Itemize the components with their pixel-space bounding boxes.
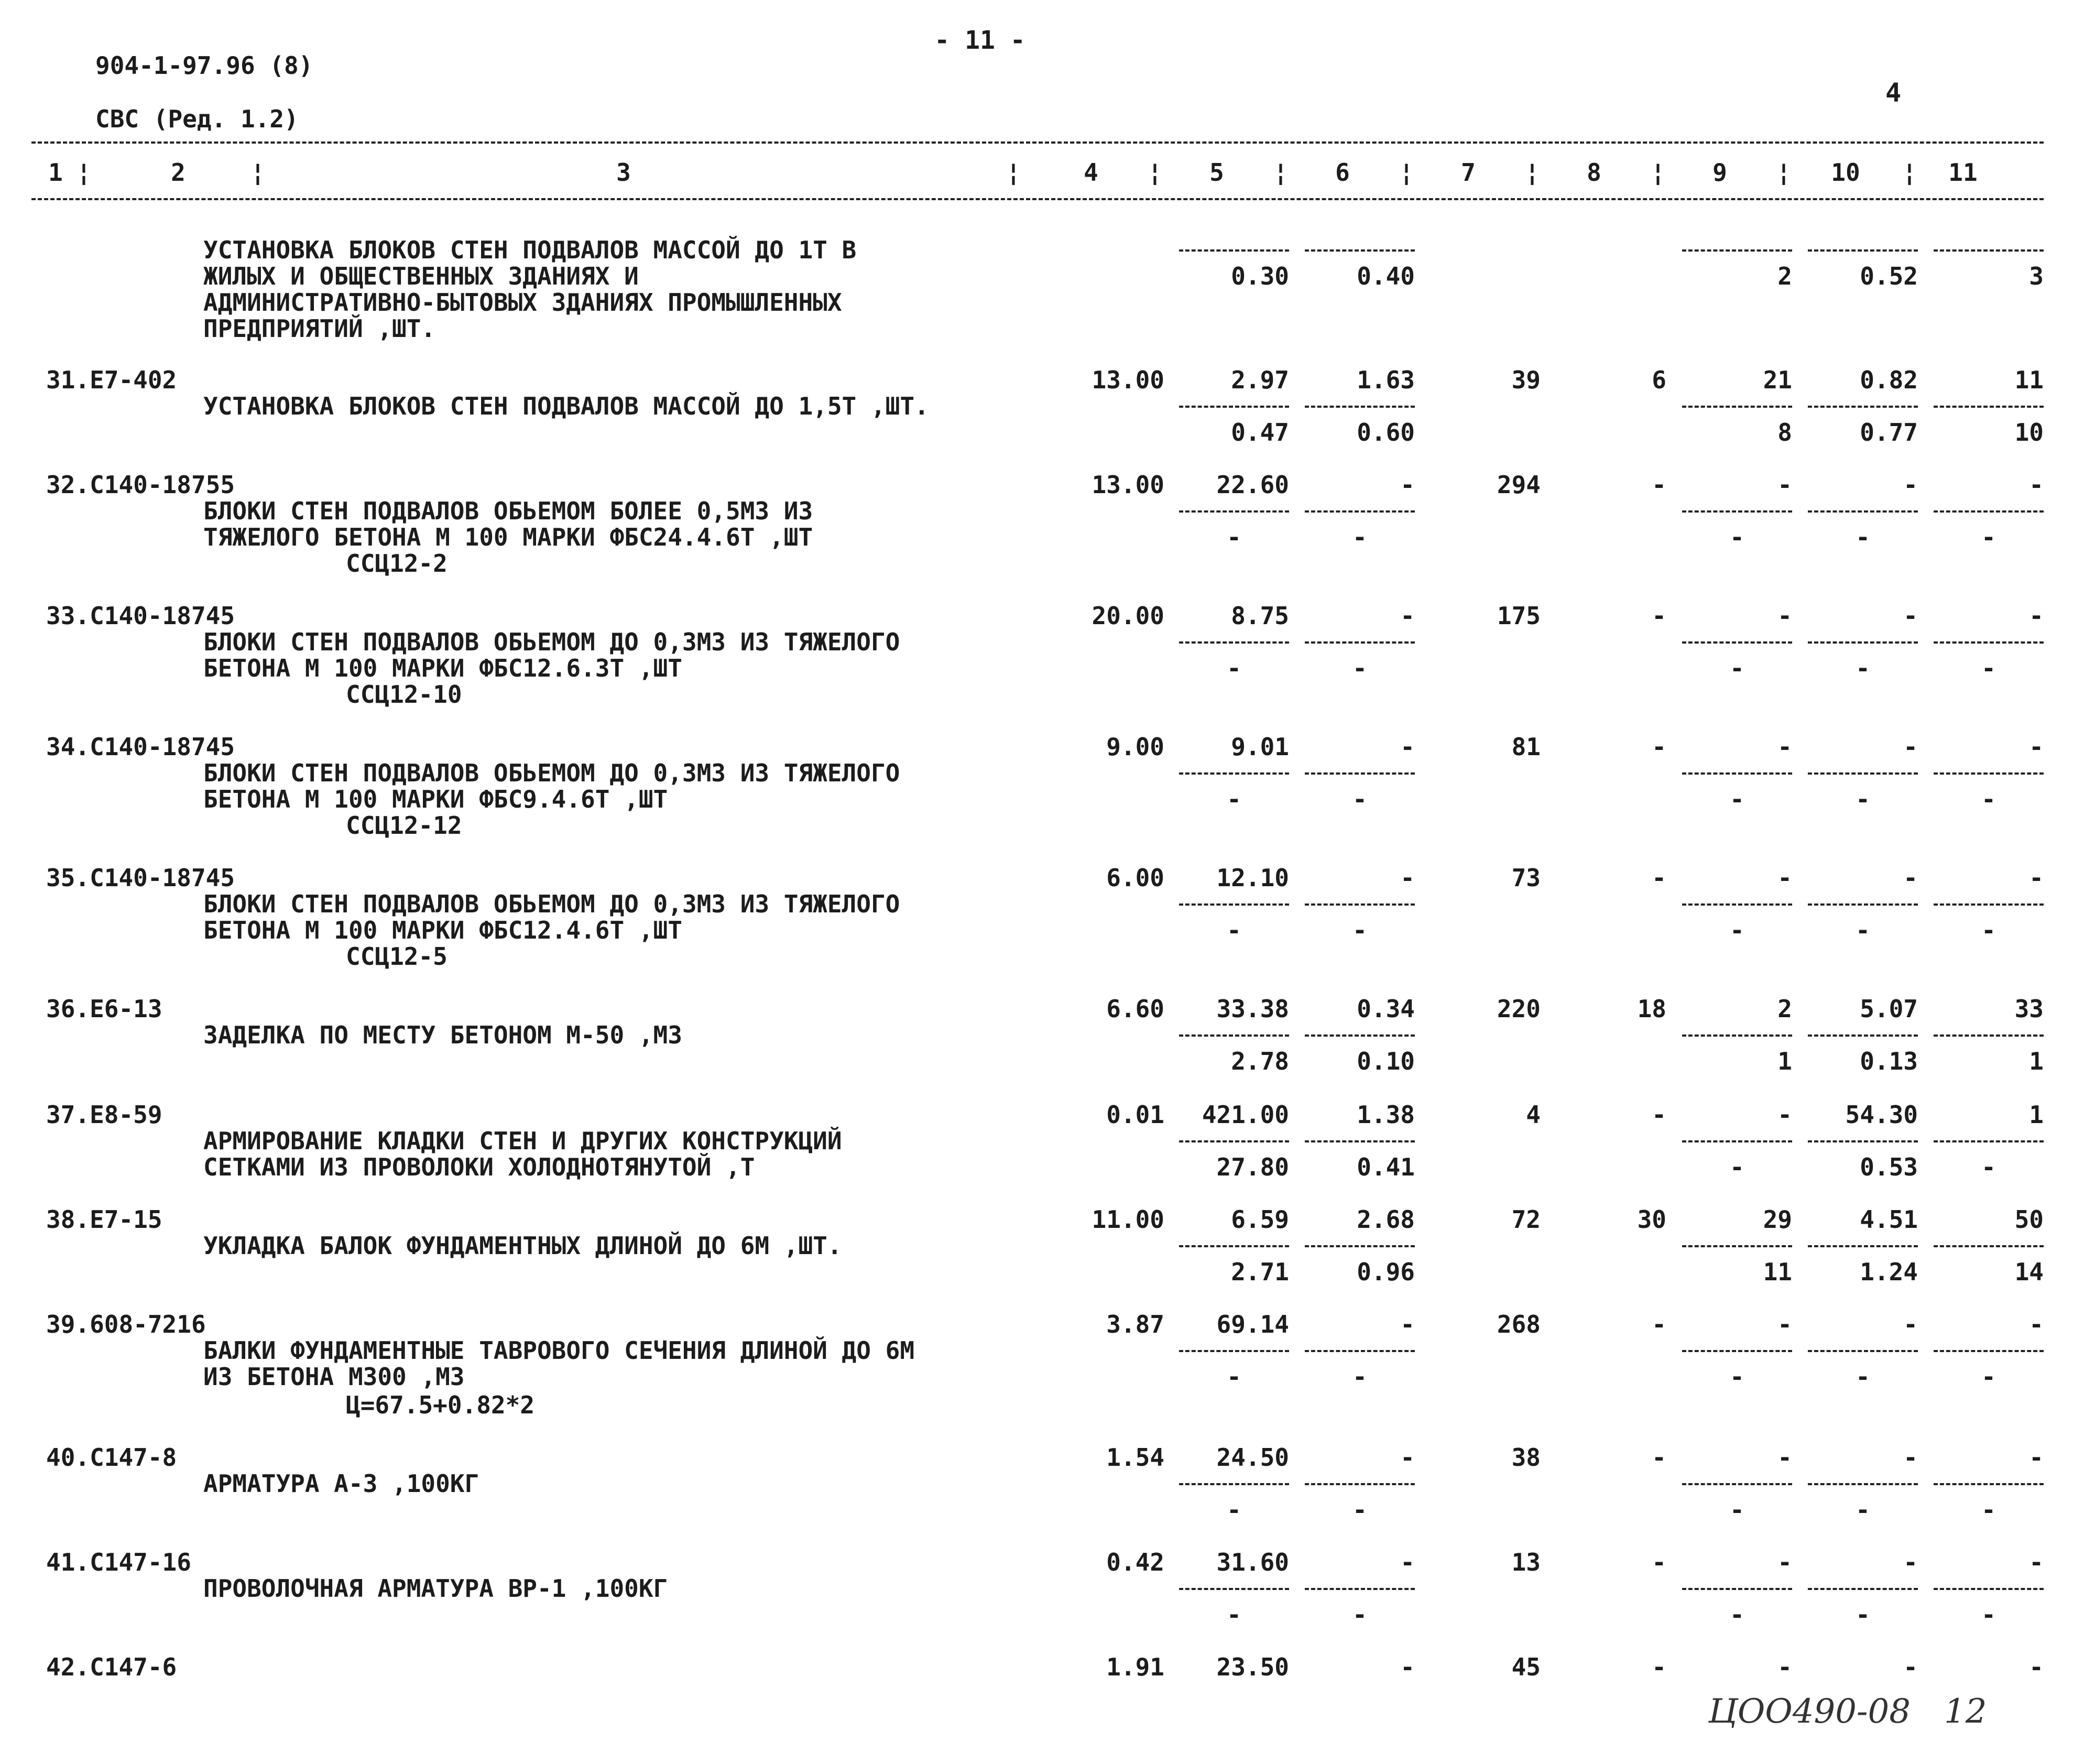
cell-col-9: - — [1777, 1653, 1792, 1681]
cell-col-8: 18 — [1637, 995, 1666, 1023]
cell-divider-dash — [1305, 1140, 1415, 1142]
cell-col-4: 13.00 — [1092, 366, 1164, 394]
cell-lower-col-11: - — [1981, 1496, 1996, 1524]
cell-lower-col-6: - — [1352, 523, 1367, 551]
cell-divider-dash — [1305, 1350, 1415, 1352]
cell-lower-col-9: - — [1730, 785, 1744, 813]
cell-divider-dash — [1682, 1245, 1792, 1247]
cell-lower-col-11: - — [1981, 523, 1996, 551]
cell-col-7: 268 — [1497, 1310, 1541, 1338]
column-header-7: 7 — [1461, 158, 1476, 187]
cell-lower-col-5: 0.30 — [1231, 262, 1289, 290]
cell-col-11: - — [2029, 733, 2044, 761]
column-header-4: 4 — [1084, 158, 1098, 187]
cell-col-9: 2 — [1777, 995, 1792, 1023]
row-description-line: БЛОКИ СТЕН ПОДВАЛОВ ОБЬЕМОМ ДО 0,3М3 ИЗ ТЯЖЕЛОГО — [203, 628, 900, 656]
cell-lower-col-10: - — [1856, 1496, 1870, 1524]
cell-lower-col-5: 2.78 — [1231, 1047, 1289, 1075]
cell-col-10: 5.07 — [1860, 995, 1918, 1023]
cell-lower-col-9: - — [1730, 1600, 1744, 1629]
cell-divider-dash — [1682, 1035, 1792, 1037]
cell-divider-dash — [1808, 1245, 1918, 1247]
cell-col-5: 8.75 — [1231, 602, 1289, 630]
cell-col-8: - — [1652, 1310, 1666, 1338]
cell-lower-col-5: - — [1227, 523, 1241, 551]
cell-col-5: 12.10 — [1216, 864, 1289, 892]
cell-col-5: 33.38 — [1216, 995, 1289, 1023]
cell-col-4: 11.00 — [1092, 1205, 1164, 1234]
row-price-note: ССЦ12-12 — [346, 811, 462, 840]
cell-col-6: - — [1400, 733, 1415, 761]
cell-divider-dash — [1179, 1245, 1289, 1247]
cell-col-7: 294 — [1497, 471, 1541, 499]
cell-col-7: 175 — [1497, 602, 1541, 630]
column-separator: ¦ — [1006, 158, 1021, 187]
cell-col-5: 23.50 — [1216, 1653, 1289, 1681]
row-position-code: 40.С147-8 — [46, 1443, 177, 1472]
row-description-line: СЕТКАМИ ИЗ ПРОВОЛОКИ ХОЛОДНОТЯНУТОЙ ,Т — [203, 1153, 755, 1181]
cell-col-7: 45 — [1511, 1653, 1541, 1681]
cell-divider-dash — [1305, 1483, 1415, 1485]
cell-col-5: 22.60 — [1216, 471, 1289, 499]
cell-divider-dash — [1934, 249, 2044, 252]
row-description-line: АРМИРОВАНИЕ КЛАДКИ СТЕН И ДРУГИХ КОНСТРУКЦИЙ — [203, 1127, 842, 1155]
cell-lower-col-11: - — [1981, 916, 1996, 944]
row-description-line: БЛОКИ СТЕН ПОДВАЛОВ ОБЬЕМОМ ДО 0,3М3 ИЗ ТЯЖЕЛОГО — [203, 890, 900, 918]
row-description-line: БЛОКИ СТЕН ПОДВАЛОВ ОБЬЕМОМ БОЛЕЕ 0,5М3 ИЗ — [203, 497, 813, 525]
cell-lower-col-10: 0.13 — [1860, 1047, 1918, 1075]
cell-lower-col-11: 14 — [2014, 1258, 2044, 1286]
cell-col-8: - — [1652, 1101, 1666, 1129]
cell-col-5: 9.01 — [1231, 733, 1289, 761]
cell-lower-col-11: 3 — [2029, 262, 2044, 290]
cell-divider-dash — [1934, 772, 2044, 775]
cell-lower-col-5: - — [1227, 785, 1241, 813]
cell-lower-col-6: 0.41 — [1357, 1153, 1415, 1181]
column-header-1: 1 — [48, 158, 63, 187]
handwritten-archive-code: ЦОО490-08 — [1708, 1692, 1911, 1731]
cell-divider-dash — [1682, 1588, 1792, 1590]
column-header-6: 6 — [1335, 158, 1350, 187]
cell-col-9: - — [1777, 1548, 1792, 1576]
column-separator: ¦ — [1902, 158, 1917, 187]
row-price-note: ССЦ12-5 — [346, 942, 448, 971]
cell-col-7: 38 — [1511, 1443, 1541, 1472]
row-description-line: БЕТОНА М 100 МАРКИ ФБС12.4.6Т ,ШТ — [203, 916, 682, 944]
cell-divider-dash — [1682, 772, 1792, 775]
cell-divider-dash — [1179, 641, 1289, 644]
cell-lower-col-9: 2 — [1777, 262, 1792, 290]
cell-lower-col-9: - — [1730, 654, 1744, 682]
cell-col-6: 1.38 — [1357, 1101, 1415, 1129]
cell-divider-dash — [1179, 1035, 1289, 1037]
cell-divider-dash — [1305, 1245, 1415, 1247]
cell-lower-col-5: 27.80 — [1216, 1153, 1289, 1181]
cell-col-7: 13 — [1511, 1548, 1541, 1576]
cell-col-11: - — [2029, 1653, 2044, 1681]
cell-col-4: 0.42 — [1106, 1548, 1164, 1576]
cell-lower-col-6: 0.10 — [1357, 1047, 1415, 1075]
cell-col-10: 0.82 — [1860, 366, 1918, 394]
row-description-line: ИЗ БЕТОНА М300 ,М3 — [203, 1363, 465, 1391]
column-separator: ¦ — [1148, 158, 1162, 187]
cell-divider-dash — [1808, 772, 1918, 775]
cell-col-11: 1 — [2029, 1101, 2044, 1129]
cell-col-11: - — [2029, 1548, 2044, 1576]
cell-divider-dash — [1305, 510, 1415, 513]
cell-lower-col-6: - — [1352, 1600, 1367, 1629]
row-description-line: АРМАТУРА А-3 ,100КГ — [203, 1469, 479, 1498]
cell-divider-dash — [1305, 249, 1415, 252]
row-description-line: ТЯЖЕЛОГО БЕТОНА М 100 МАРКИ ФБС24.4.6Т ,ШТ — [203, 523, 813, 551]
cell-lower-col-9: 8 — [1777, 418, 1792, 447]
cell-lower-col-6: - — [1352, 1363, 1367, 1391]
cell-lower-col-11: - — [1981, 785, 1996, 813]
cell-col-4: 6.60 — [1106, 995, 1164, 1023]
cell-lower-col-5: - — [1227, 1496, 1241, 1524]
cell-divider-dash — [1934, 903, 2044, 906]
cell-divider-dash — [1179, 1483, 1289, 1485]
cell-lower-col-9: - — [1730, 1496, 1744, 1524]
cell-col-9: - — [1777, 602, 1792, 630]
cell-lower-col-5: - — [1227, 1363, 1241, 1391]
column-header-9: 9 — [1712, 158, 1727, 187]
cell-lower-col-5: 2.71 — [1231, 1258, 1289, 1286]
cell-divider-dash — [1808, 249, 1918, 252]
cell-divider-dash — [1179, 510, 1289, 513]
cell-lower-col-9: - — [1730, 523, 1744, 551]
row-description-line: БЕТОНА М 100 МАРКИ ФБС9.4.6Т ,ШТ — [203, 785, 668, 813]
cell-col-9: 29 — [1763, 1205, 1792, 1234]
cell-col-8: - — [1652, 471, 1666, 499]
cell-col-4: 13.00 — [1092, 471, 1164, 499]
cell-col-11: - — [2029, 471, 2044, 499]
cell-col-9: - — [1777, 1101, 1792, 1129]
cell-col-11: 11 — [2014, 366, 2044, 394]
cell-col-6: - — [1400, 471, 1415, 499]
column-separator: ¦ — [1273, 158, 1288, 187]
cell-lower-col-9: 11 — [1763, 1258, 1792, 1286]
row-position-code: 34.С140-18745 — [46, 733, 235, 761]
cell-divider-dash — [1934, 406, 2044, 408]
cell-col-4: 1.91 — [1106, 1653, 1164, 1681]
row-position-code: 42.С147-6 — [46, 1653, 177, 1681]
cell-col-8: 6 — [1652, 366, 1666, 394]
cell-col-7: 73 — [1511, 864, 1541, 892]
cell-lower-col-10: - — [1856, 523, 1870, 551]
cell-divider-dash — [1179, 772, 1289, 775]
column-header-2: 2 — [171, 158, 186, 187]
cell-divider-dash — [1682, 1483, 1792, 1485]
handwritten-page-number: 12 — [1944, 1692, 1987, 1731]
row-description-line: БАЛКИ ФУНДАМЕНТНЫЕ ТАВРОВОГО СЕЧЕНИЯ ДЛИНОЙ ДО 6М — [203, 1336, 915, 1365]
column-header-3: 3 — [616, 158, 631, 187]
cell-lower-col-10: 1.24 — [1860, 1258, 1918, 1286]
cell-divider-dash — [1808, 406, 1918, 408]
cell-lower-col-5: - — [1227, 654, 1241, 682]
cell-lower-col-10: 0.77 — [1860, 418, 1918, 447]
cell-divider-dash — [1808, 1588, 1918, 1590]
cell-col-10: - — [1903, 1443, 1918, 1472]
cell-lower-col-6: 0.96 — [1357, 1258, 1415, 1286]
row-position-code: 41.С147-16 — [46, 1548, 191, 1576]
cell-divider-dash — [1934, 510, 2044, 513]
cell-divider-dash — [1808, 903, 1918, 906]
row-position-code: 38.Е7-15 — [46, 1205, 162, 1234]
row-description-line: УСТАНОВКА БЛОКОВ СТЕН ПОДВАЛОВ МАССОЙ ДО 1Т В — [203, 236, 857, 264]
cell-lower-col-11: - — [1981, 1153, 1996, 1181]
cell-lower-col-6: - — [1352, 654, 1367, 682]
column-separator: ¦ — [1525, 158, 1540, 187]
cell-divider-dash — [1934, 1350, 2044, 1352]
row-position-code: 33.С140-18745 — [46, 602, 235, 630]
row-description-line: ЗАДЕЛКА ПО МЕСТУ БЕТОНОМ М-50 ,М3 — [203, 1021, 682, 1049]
cell-divider-dash — [1305, 406, 1415, 408]
cell-col-10: - — [1903, 602, 1918, 630]
cell-col-6: 1.63 — [1357, 366, 1415, 394]
row-position-code: 36.Е6-13 — [46, 995, 162, 1023]
cell-lower-col-10: - — [1856, 654, 1870, 682]
cell-col-6: - — [1400, 864, 1415, 892]
cell-lower-col-5: - — [1227, 916, 1241, 944]
cell-lower-col-10: - — [1856, 785, 1870, 813]
cell-col-11: 50 — [2014, 1205, 2044, 1234]
column-separator: ¦ — [1651, 158, 1665, 187]
cell-lower-col-11: 1 — [2029, 1047, 2044, 1075]
cell-col-7: 39 — [1511, 366, 1541, 394]
cell-lower-col-5: - — [1227, 1600, 1241, 1629]
column-header-8: 8 — [1587, 158, 1601, 187]
cell-col-6: - — [1400, 1548, 1415, 1576]
cell-divider-dash — [1179, 406, 1289, 408]
cell-col-10: - — [1903, 471, 1918, 499]
cell-lower-col-9: 1 — [1777, 1047, 1792, 1075]
cell-divider-dash — [1808, 1483, 1918, 1485]
cell-col-5: 31.60 — [1216, 1548, 1289, 1576]
cell-col-9: 21 — [1763, 366, 1792, 394]
cell-lower-col-9: - — [1730, 916, 1744, 944]
cell-lower-col-10: 0.52 — [1860, 262, 1918, 290]
page-number: - 11 - — [934, 26, 1025, 55]
cell-col-7: 81 — [1511, 733, 1541, 761]
cell-col-6: - — [1400, 1310, 1415, 1338]
row-position-code: 32.С140-18755 — [46, 471, 235, 499]
cell-divider-dash — [1808, 1350, 1918, 1352]
cell-col-9: - — [1777, 864, 1792, 892]
cell-divider-dash — [1682, 406, 1792, 408]
row-position-code: 31.Е7-402 — [46, 366, 177, 394]
cell-divider-dash — [1934, 1140, 2044, 1142]
cell-col-6: 2.68 — [1357, 1205, 1415, 1234]
cell-divider-dash — [1682, 641, 1792, 644]
cell-col-10: 54.30 — [1845, 1101, 1918, 1129]
cell-col-10: - — [1903, 733, 1918, 761]
cell-col-7: 220 — [1497, 995, 1541, 1023]
cell-divider-dash — [1179, 249, 1289, 252]
cell-divider-dash — [1305, 1035, 1415, 1037]
cell-lower-col-6: - — [1352, 1496, 1367, 1524]
cell-col-9: - — [1777, 1310, 1792, 1338]
cell-lower-col-9: - — [1730, 1153, 1744, 1181]
cell-col-4: 6.00 — [1106, 864, 1164, 892]
row-price-note: ССЦ12-2 — [346, 549, 448, 578]
row-position-code: 37.Е8-59 — [46, 1101, 162, 1129]
cell-divider-dash — [1682, 1140, 1792, 1142]
cell-col-11: - — [2029, 864, 2044, 892]
cell-divider-dash — [1808, 1140, 1918, 1142]
cell-divider-dash — [1682, 510, 1792, 513]
cell-lower-col-6: - — [1352, 916, 1367, 944]
row-position-code: 35.С140-18745 — [46, 864, 235, 892]
column-header-5: 5 — [1209, 158, 1224, 187]
row-description-line: БЕТОНА М 100 МАРКИ ФБС12.6.3Т ,ШТ — [203, 654, 682, 682]
cell-divider-dash — [1808, 1035, 1918, 1037]
cell-lower-col-6: 0.40 — [1357, 262, 1415, 290]
cell-lower-col-10: 0.53 — [1860, 1153, 1918, 1181]
cell-divider-dash — [1934, 1588, 2044, 1590]
cell-lower-col-11: - — [1981, 1600, 1996, 1629]
cell-col-6: - — [1400, 1653, 1415, 1681]
program-version: CBC (Ред. 1.2) — [95, 105, 299, 133]
cell-col-4: 0.01 — [1106, 1101, 1164, 1129]
cell-col-4: 3.87 — [1106, 1310, 1164, 1338]
row-description-line: АДМИНИСТРАТИВНО-БЫТОВЫХ ЗДАНИЯХ ПРОМЫШЛЕННЫХ — [203, 288, 842, 317]
cell-lower-col-6: - — [1352, 785, 1367, 813]
cell-col-9: - — [1777, 471, 1792, 499]
cell-divider-dash — [1179, 1350, 1289, 1352]
row-description-line: БЛОКИ СТЕН ПОДВАЛОВ ОБЬЕМОМ ДО 0,3М3 ИЗ ТЯЖЕЛОГО — [203, 759, 900, 787]
column-separator: ¦ — [250, 158, 265, 187]
cell-col-5: 2.97 — [1231, 366, 1289, 394]
cell-col-11: - — [2029, 1310, 2044, 1338]
cell-col-4: 9.00 — [1106, 733, 1164, 761]
cell-lower-col-6: 0.60 — [1357, 418, 1415, 447]
cell-lower-col-5: 0.47 — [1231, 418, 1289, 447]
cell-col-11: - — [2029, 602, 2044, 630]
cell-col-10: - — [1903, 1653, 1918, 1681]
cell-lower-col-11: - — [1981, 654, 1996, 682]
cell-lower-col-10: - — [1856, 1600, 1870, 1629]
column-separator: ¦ — [1399, 158, 1414, 187]
row-description-line: ПРЕДПРИЯТИЙ ,ШТ. — [203, 314, 436, 343]
cell-lower-col-10: - — [1856, 916, 1870, 944]
cell-col-10: - — [1903, 1310, 1918, 1338]
cell-divider-dash — [1179, 1588, 1289, 1590]
cell-col-8: - — [1652, 864, 1666, 892]
row-description-line: УСТАНОВКА БЛОКОВ СТЕН ПОДВАЛОВ МАССОЙ ДО 1,5Т ,ШТ. — [203, 392, 929, 420]
cell-col-8: - — [1652, 1548, 1666, 1576]
cell-divider-dash — [1305, 772, 1415, 775]
cell-col-6: 0.34 — [1357, 995, 1415, 1023]
cell-divider-dash — [1305, 641, 1415, 644]
column-header-11: 11 — [1948, 158, 1978, 187]
cell-lower-col-10: - — [1856, 1363, 1870, 1391]
cell-col-6: - — [1400, 1443, 1415, 1472]
row-description-line: ЖИЛЫХ И ОБЩЕСТВЕННЫХ ЗДАНИЯХ И — [203, 262, 639, 290]
cell-divider-dash — [1808, 641, 1918, 644]
cell-col-8: - — [1652, 1443, 1666, 1472]
cell-col-7: 4 — [1526, 1101, 1541, 1129]
cell-col-5: 69.14 — [1216, 1310, 1289, 1338]
cell-divider-dash — [1934, 1035, 2044, 1037]
cell-lower-col-11: 10 — [2014, 418, 2044, 447]
cell-col-11: - — [2029, 1443, 2044, 1472]
cell-divider-dash — [1179, 1140, 1289, 1142]
cell-lower-col-9: - — [1730, 1363, 1744, 1391]
cell-divider-dash — [1934, 1483, 2044, 1485]
cell-col-10: 4.51 — [1860, 1205, 1918, 1234]
cell-divider-dash — [1305, 903, 1415, 906]
cell-divider-dash — [1682, 249, 1792, 252]
cell-col-10: - — [1903, 864, 1918, 892]
cell-divider-dash — [1934, 641, 2044, 644]
cell-col-4: 1.54 — [1106, 1443, 1164, 1472]
cell-col-9: - — [1777, 733, 1792, 761]
cell-col-10: - — [1903, 1548, 1918, 1576]
cell-divider-dash — [1179, 903, 1289, 906]
sheet-mark: 4 — [1885, 78, 1902, 108]
row-price-note: ССЦ12-10 — [346, 680, 462, 709]
cell-col-8: - — [1652, 733, 1666, 761]
cell-col-8: - — [1652, 602, 1666, 630]
cell-col-5: 24.50 — [1216, 1443, 1289, 1472]
cell-col-9: - — [1777, 1443, 1792, 1472]
row-position-code: 39.608-7216 — [46, 1310, 206, 1338]
column-separator: ¦ — [77, 158, 91, 187]
cell-divider-dash — [1682, 903, 1792, 906]
cell-col-11: 33 — [2014, 995, 2044, 1023]
cell-col-8: - — [1652, 1653, 1666, 1681]
cell-col-6: - — [1400, 602, 1415, 630]
cell-lower-col-11: - — [1981, 1363, 1996, 1391]
cell-col-5: 6.59 — [1231, 1205, 1289, 1234]
cell-divider-dash — [1305, 1588, 1415, 1590]
row-description-line: ПРОВОЛОЧНАЯ АРМАТУРА ВР-1 ,100КГ — [203, 1574, 668, 1603]
cell-divider-dash — [1682, 1350, 1792, 1352]
row-price-note: Ц=67.5+0.82*2 — [346, 1391, 535, 1419]
cell-col-5: 421.00 — [1202, 1101, 1289, 1129]
column-header-10: 10 — [1831, 158, 1860, 187]
cell-divider-dash — [1934, 1245, 2044, 1247]
row-description-line: УКЛАДКА БАЛОК ФУНДАМЕНТНЫХ ДЛИНОЙ ДО 6М ,ШТ. — [203, 1232, 842, 1260]
column-separator: ¦ — [1776, 158, 1791, 187]
cell-col-4: 20.00 — [1092, 602, 1164, 630]
cell-divider-dash — [1808, 510, 1918, 513]
cell-col-7: 72 — [1511, 1205, 1541, 1234]
cell-col-8: 30 — [1637, 1205, 1666, 1234]
document-code: 904-1-97.96 (8) — [95, 51, 313, 80]
